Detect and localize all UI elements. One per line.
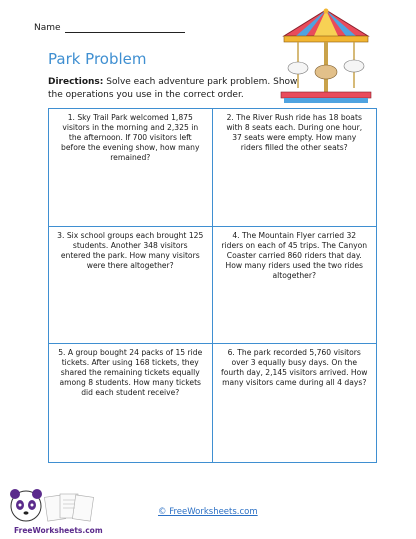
page-title: Park Problem (48, 50, 147, 68)
problem-cell: 1. Sky Trail Park welcomed 1,875 visitors in the morning and 2,325 in the afternoon. If 700 visitors left before the evening show, how many remained? (49, 109, 213, 227)
name-label: Name (34, 23, 61, 33)
directions-text: Solve each adventure park problem. Show the operations you use in the correct order. (48, 77, 298, 100)
carousel-icon (276, 8, 376, 106)
name-line (65, 23, 185, 33)
problem-cell: 5. A group bought 24 packs of 15 ride tickets. After using 168 tickets, they shared the remaining tickets equally among 8 students. How many tickets did each student receive? (49, 344, 213, 462)
problem-cell: 6. The park recorded 5,760 visitors over 3 equally busy days. On the fourth day, 2,145 visitors arrived. How many visitors came during all 4 days? (221, 348, 368, 388)
panda-logo-icon (6, 486, 104, 526)
directions (48, 76, 298, 101)
name-row (34, 23, 185, 33)
directions-label: Directions: (48, 77, 104, 87)
logo (6, 486, 104, 538)
logo-text: FreeWorksheets.com (14, 526, 103, 535)
footer-link[interactable]: © FreeWorksheets.com (158, 507, 258, 517)
problem-cell: 3. Six school groups each brought 125 students. Another 348 visitors entered the park. How many visitors were there altogether? (49, 227, 213, 345)
problem-grid (48, 108, 377, 463)
problem-cell: 2. The River Rush ride has 18 boats with 8 seats each. During one hour, 37 seats were empty. How many riders filled the other seats? (213, 109, 377, 227)
problem-cell: 4. The Mountain Flyer carried 32 riders on each of 45 trips. The Canyon Coaster carried 860 riders that day. How many riders used the two rides altogether? (213, 227, 377, 345)
